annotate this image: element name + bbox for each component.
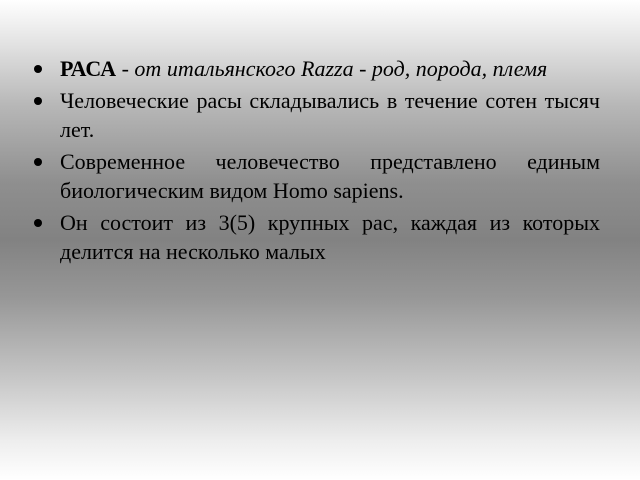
bullet-dot-icon [34, 219, 42, 227]
term-definition: - от итальянского Razza - род, порода, племя [116, 56, 548, 81]
bullet-dot-icon [34, 158, 42, 166]
bullet-text: Человеческие расы складывались в течение сотен тысяч лет. [60, 88, 600, 142]
bullet-item [34, 54, 600, 83]
term-race: РАСА [60, 56, 117, 81]
bullet-item [34, 147, 600, 205]
bullet-list [34, 54, 600, 269]
bullet-item [34, 208, 600, 266]
bullet-text: Современное человечество представлено единым биологическим видом Homo sapiens. [60, 149, 600, 203]
bullet-item [34, 86, 600, 144]
bullet-dot-icon [34, 97, 42, 105]
bullet-text: Он состоит из 3(5) крупных рас, каждая из которых делится на несколько малых [60, 210, 600, 264]
bullet-dot-icon [34, 65, 42, 73]
